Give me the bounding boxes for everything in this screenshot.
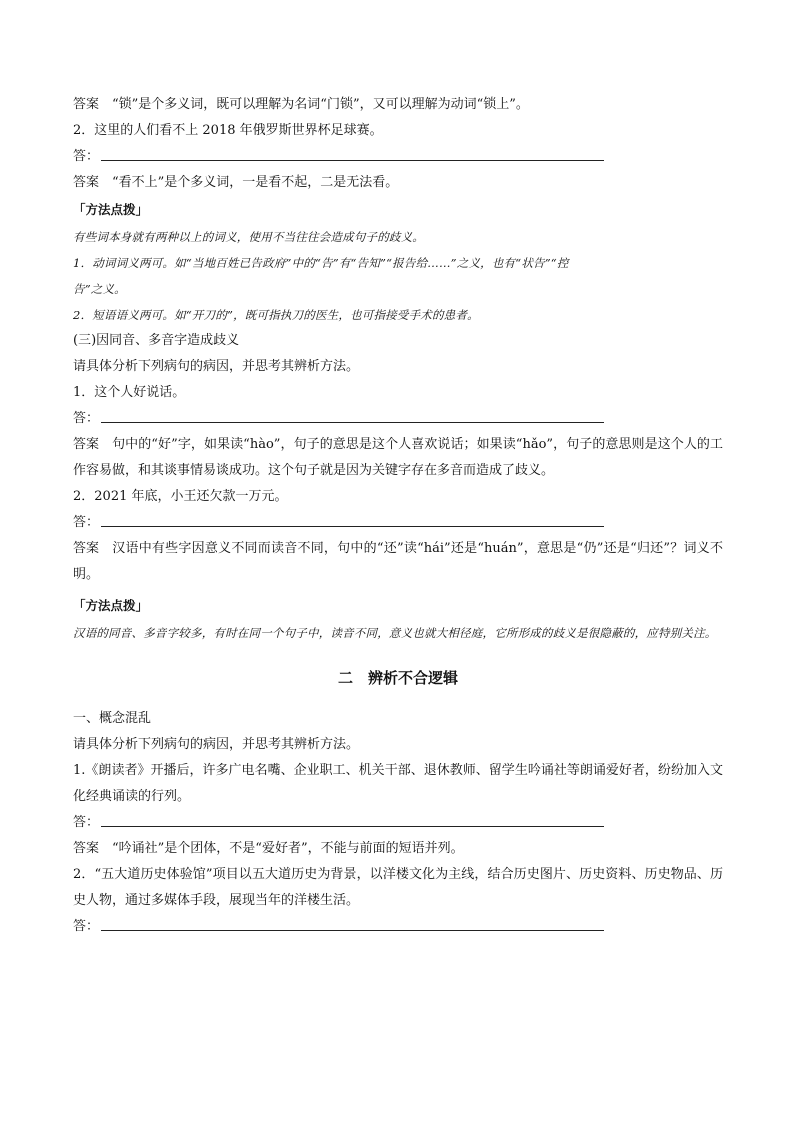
answer-line-2 <box>73 170 723 196</box>
method-tip-paragraph: 汉语的同音、多音字较多，有时在同一个句子中，读音不同，意义也就大相径庭，它所形成的歧义是很隐蔽的，应特别关注。 <box>73 626 717 640</box>
question-2: 2．2021 年底，小王还欠款一万元。 <box>73 489 288 504</box>
method-tip-title: 「方法点拨」 <box>73 598 149 613</box>
answer-line-1 <box>73 92 723 118</box>
instruction: 请具体分析下列病句的病因，并思考其辨析方法。 <box>73 359 360 374</box>
answer-prompt: 答： <box>73 149 100 164</box>
answer-underline <box>101 526 604 527</box>
answer-prompt: 答： <box>73 919 100 934</box>
answer-line <box>73 836 723 862</box>
answer-label: 答案 <box>73 97 100 112</box>
answer-label: 答案 <box>73 175 100 190</box>
question-2: 2．这里的人们看不上 2018 年俄罗斯世界杯足球赛。 <box>73 123 383 138</box>
answer-blank <box>73 144 723 170</box>
part-heading: 二 辨析不合逻辑 <box>337 669 458 687</box>
answer-paragraph <box>73 432 723 484</box>
answer-underline <box>101 160 604 161</box>
answer-text: 句中的“好”字，如果读“hào”，句子的意思是这个人喜欢说话；如果读“hǎo”，句子的意思则是这个人的工作容易做，和其谈事情易谈成功。这个句子就是因为关键字存在多音而造成了歧义。 <box>73 437 723 478</box>
page-content <box>73 92 723 940</box>
method-tip-title: 「方法点拨」 <box>73 202 149 217</box>
answer-prompt: 答： <box>73 411 100 426</box>
answer-prompt: 答： <box>73 515 100 530</box>
answer-blank <box>73 914 723 940</box>
answer-prompt: 答： <box>73 815 100 830</box>
answer-label: 答案 <box>73 437 100 452</box>
instruction: 请具体分析下列病句的病因，并思考其辨析方法。 <box>73 737 360 752</box>
answer-paragraph <box>73 536 723 588</box>
section-heading-3: (三)因同音、多音字造成歧义 <box>73 333 240 348</box>
method-tip-line: 告”之义。 <box>73 282 126 296</box>
answer-text: 汉语中有些字因意义不同而读音不同，句中的“还”读“hái”还是“huán”，意思是“仍”还是“归还”？词义不明。 <box>73 541 723 582</box>
answer-blank <box>73 406 723 432</box>
answer-text: “吟诵社”是个团体，不是“爱好者”，不能与前面的短语并列。 <box>112 841 464 856</box>
answer-underline <box>101 930 604 931</box>
question-1: 1．这个人好说话。 <box>73 385 186 400</box>
answer-underline <box>101 422 604 423</box>
sub-heading: 一、概念混乱 <box>73 711 152 726</box>
answer-label: 答案 <box>73 841 100 856</box>
method-tip-line: 2．短语语义两可。如“开刀的”，既可指执刀的医生，也可指接受手术的患者。 <box>73 308 479 322</box>
method-tip-line: 1．动词词义两可。如“当地百姓已告政府”中的“告”有“告知”“报告给……”之义，也有“状告”“控 <box>73 256 569 270</box>
method-tip-line: 有些词本身就有两种以上的词义，使用不当往往会造成句子的歧义。 <box>73 230 424 244</box>
answer-blank <box>73 810 723 836</box>
question-1: 1.《朗读者》开播后，许多广电名嘴、企业职工、机关干部、退休教师、留学生吟诵社等朗诵爱好者，纷纷加入文化经典诵读的行列。 <box>73 763 723 804</box>
answer-text: “锁”是个多义词，既可以理解为名词“门锁”，又可以理解为动词“锁上”。 <box>112 97 529 112</box>
answer-label: 答案 <box>73 541 100 556</box>
question-2: 2．“五大道历史体验馆”项目以五大道历史为背景，以洋楼文化为主线，结合历史图片、历史资料、历史物品、历史人物，通过多媒体手段，展现当年的洋楼生活。 <box>73 867 723 908</box>
answer-text: “看不上”是个多义词，一是看不起，二是无法看。 <box>112 175 399 190</box>
answer-underline <box>101 826 604 827</box>
answer-blank <box>73 510 723 536</box>
